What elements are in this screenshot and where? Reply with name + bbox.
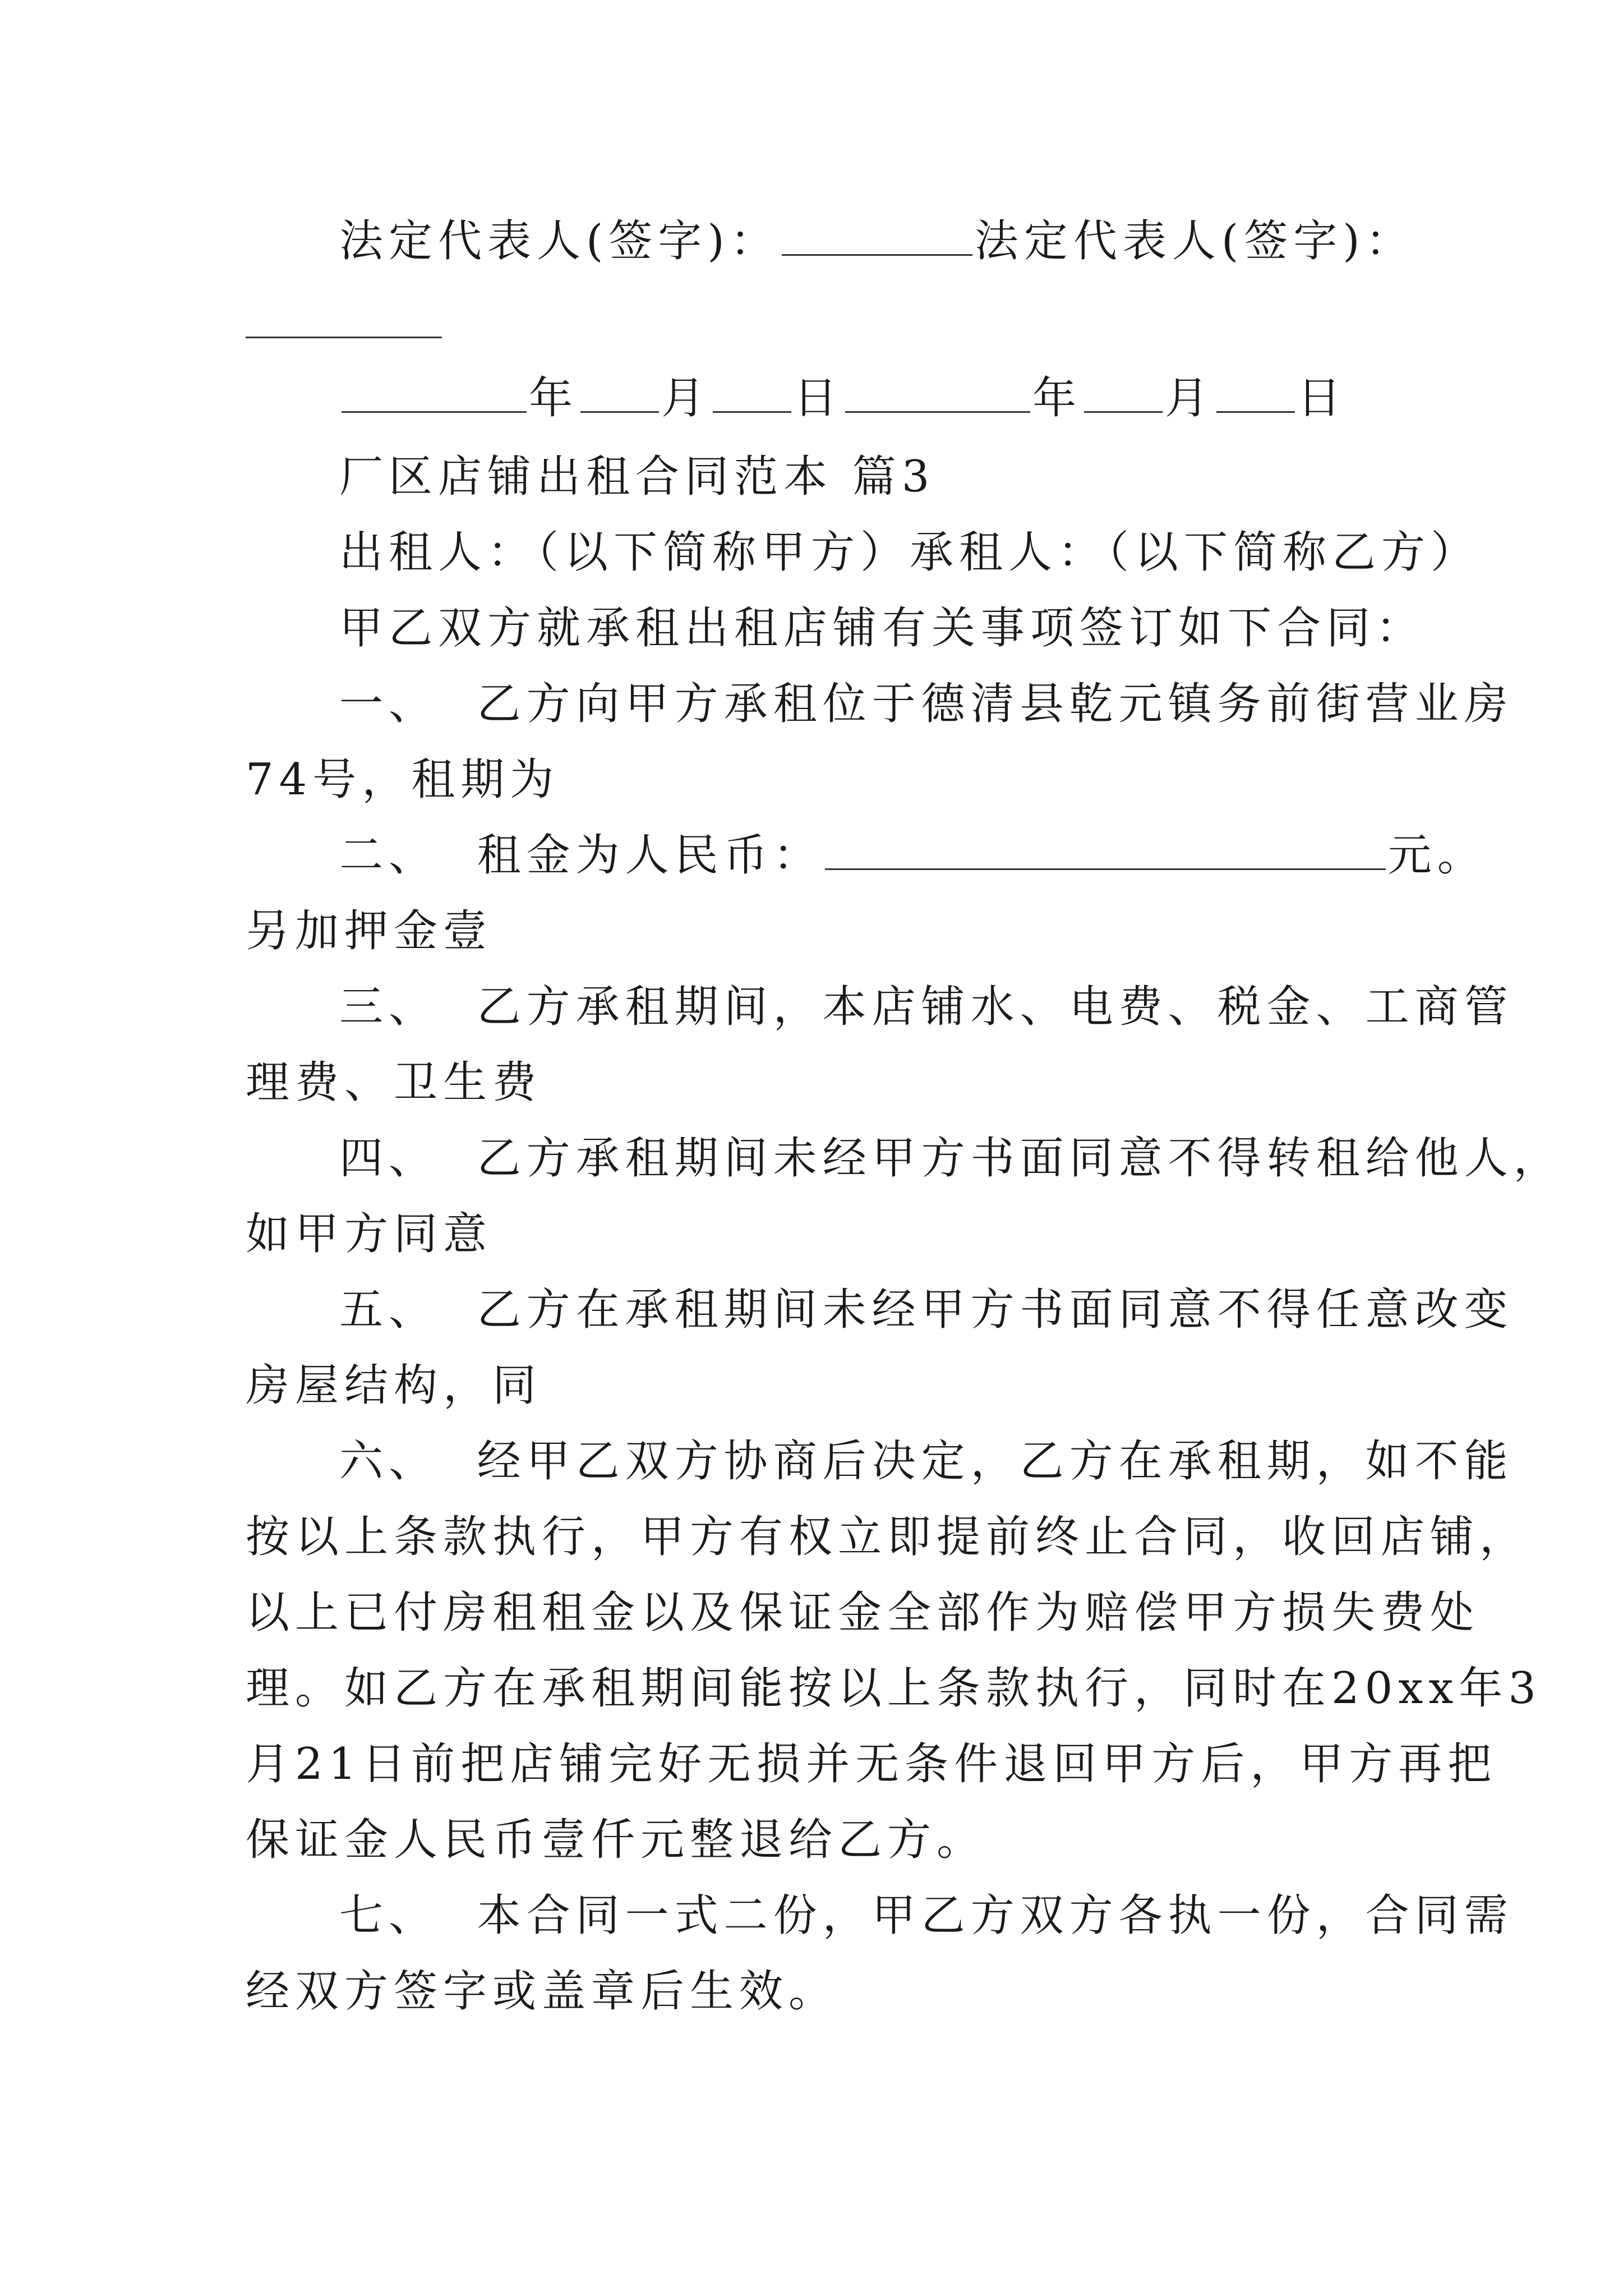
clause-5-number: 五、 [339, 1285, 439, 1335]
clause-2-number: 二、 [339, 830, 439, 881]
clause-1-line-1 [339, 676, 1514, 732]
day-label-b: 日 [1297, 373, 1347, 424]
clause-6-text: 经甲乙双方协商后决定，乙方在承租期，如不能 [477, 1436, 1514, 1487]
clause-6-line-1 [339, 1433, 1514, 1489]
clause-4-line-1 [339, 1130, 1563, 1186]
clause-3-line-2: 理费、卫生费 [246, 1057, 542, 1108]
month-label-a: 月 [661, 373, 711, 424]
signature-line [339, 213, 1415, 269]
year-label-a: 年 [529, 373, 579, 424]
date-line [339, 370, 1347, 426]
clause-1-number: 一、 [339, 679, 439, 729]
clause-5-text: 乙方在承租期间未经甲方书面同意不得任意改变 [477, 1285, 1514, 1335]
clause-7-line-2: 经双方签字或盖章后生效。 [246, 1966, 838, 2017]
clause-6-line-2: 按以上条款执行，甲方有权立即提前终止合同，收回店铺， [246, 1512, 1529, 1562]
clause-7-number: 七、 [339, 1890, 439, 1941]
clause-4-line-2: 如甲方同意 [246, 1209, 493, 1259]
year-blank-b [845, 372, 1030, 413]
year-label-b: 年 [1032, 373, 1082, 424]
clause-2-line-2: 另加押金壹 [246, 906, 493, 956]
clause-4-text: 乙方承租期间未经甲方书面同意不得转租给他人， [477, 1133, 1563, 1184]
clause-7-line-1 [339, 1888, 1514, 1944]
section-heading: 厂区店铺出租合同范本 篇3 [339, 452, 935, 502]
rep-a-blank [782, 215, 972, 256]
rep-a-label: 法定代表人(签字)： [339, 216, 780, 266]
month-blank-b [1084, 372, 1163, 413]
year-blank-a [342, 372, 527, 413]
clause-6-number: 六、 [339, 1436, 439, 1487]
clause-5-line-1 [339, 1282, 1514, 1338]
day-blank-b [1216, 372, 1295, 413]
clause-4-number: 四、 [339, 1133, 439, 1184]
month-blank-a [580, 372, 659, 413]
clause-3-number: 三、 [339, 982, 439, 1032]
clause-1-text: 乙方向甲方承租位于德清县乾元镇务前街营业房 [477, 679, 1514, 729]
clause-2-text: 租金为人民币： [477, 830, 823, 881]
day-label-a: 日 [794, 373, 843, 424]
clause-2-line-1 [339, 827, 1487, 884]
clause-1-line-2: 74号，租期为 [246, 754, 560, 805]
intro-line: 甲乙双方就承租出租店铺有关事项签订如下合同： [339, 603, 1426, 654]
clause-7-text: 本合同一式二份，甲乙方双方各执一份，合同需 [477, 1890, 1514, 1941]
day-blank-a [713, 372, 791, 413]
month-label-b: 月 [1165, 373, 1215, 424]
clause-6-line-6: 保证金人民币壹仟元整退给乙方。 [246, 1815, 986, 1865]
clause-5-line-2: 房屋结构，同 [246, 1360, 542, 1411]
clause-3-text: 乙方承租期间，本店铺水、电费、税金、工商管 [477, 982, 1514, 1032]
clause-3-line-1 [339, 979, 1514, 1035]
clause-2-unit: 元。 [1387, 830, 1487, 881]
rep-b-label: 法定代表人(签字)： [974, 216, 1415, 266]
rep-b-blank [246, 337, 442, 338]
rent-amount-blank [825, 829, 1386, 870]
clause-6-line-5: 月21日前把店铺完好无损并无条件退回甲方后，甲方再把 [246, 1739, 1497, 1789]
parties-line: 出租人：（以下简称甲方）承租人：（以下简称乙方） [339, 527, 1481, 578]
clause-6-line-3: 以上已付房租租金以及保证金全部作为赔偿甲方损失费处 [246, 1588, 1480, 1638]
clause-6-line-4: 理。如乙方在承租期间能按以上条款执行，同时在20xx年3 [246, 1663, 1542, 1714]
